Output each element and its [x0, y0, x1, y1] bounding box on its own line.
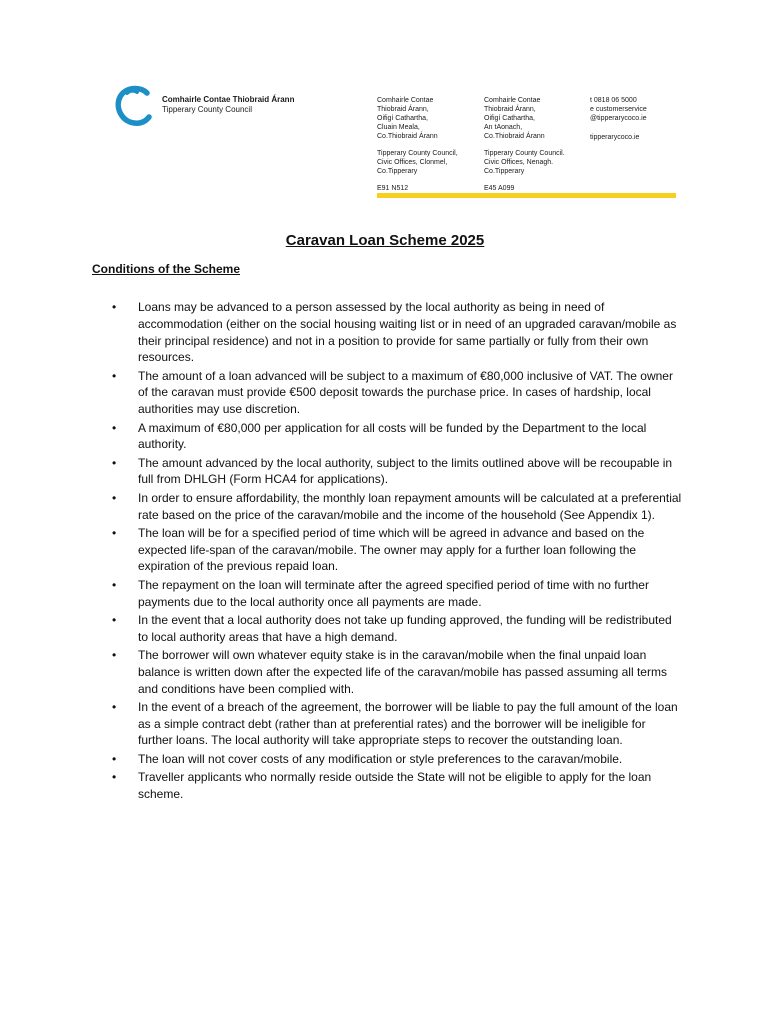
address-line: Co.Tipperary	[377, 168, 418, 175]
condition-text: In the event of a breach of the agreement, the borrower will be liable to pay the full amount of the loan as a simple contract debt (rather than at preferential rates) and the borrower will be ineligible for further loans. The local authority will take appropriate steps to recover the outstanding loan.	[138, 699, 678, 748]
address-line: Co.Tipperary	[484, 168, 525, 175]
eircode: E91 N512	[377, 185, 409, 192]
address-line: Co.Thiobraid Árann	[484, 133, 545, 140]
org-name-english: Tipperary County Council	[162, 105, 252, 114]
bullet: •	[112, 770, 117, 785]
org-name-irish: Comhairle Contae Thiobraid Árann	[162, 95, 295, 104]
contact-details	[590, 96, 647, 142]
address-nenagh	[484, 96, 565, 193]
address-line: Oifigí Cathartha,	[377, 115, 428, 122]
list-item	[112, 751, 682, 768]
condition-text: In the event that a local authority does not take up funding approved, the funding will be redistributed to local authority areas that have a high demand.	[138, 612, 672, 644]
bullet: •	[112, 699, 117, 714]
section-heading: Conditions of the Scheme	[92, 262, 241, 276]
condition-text: The repayment on the loan will terminate after the agreed specified period of time with no further payments due to the local authority once all payments are made.	[138, 577, 649, 609]
list-item	[112, 299, 682, 366]
eircode: E45 A099	[484, 185, 515, 192]
list-item	[112, 420, 682, 454]
list-item	[112, 577, 682, 611]
document-title: Caravan Loan Scheme 2025	[285, 232, 485, 249]
bullet: •	[112, 420, 117, 435]
conditions-list	[112, 299, 682, 804]
bullet: •	[112, 647, 117, 662]
address-line: Co.Thiobraid Árann	[377, 133, 438, 140]
address-line: Civic Offices, Nenagh.	[484, 159, 554, 166]
website-link[interactable]: tipperarycoco.ie	[590, 134, 640, 141]
list-item	[112, 699, 682, 749]
email-address: e customerservice	[590, 106, 647, 113]
bullet: •	[112, 612, 117, 627]
bullet: •	[112, 490, 117, 505]
condition-text: The borrower will own whatever equity stake is in the caravan/mobile when the final unpaid loan balance is written down after the expected life of the caravan/mobile has passed assuming all terms and conditions have been complied with.	[138, 647, 667, 696]
list-item	[112, 368, 682, 418]
address-line: Tipperary County Council,	[377, 150, 458, 157]
address-line: Civic Offices, Clonmel,	[377, 159, 448, 166]
address-clonmel	[377, 96, 458, 193]
condition-text: The loan will be for a specified period of time which will be agreed in advance and based on the expected life-span of the caravan/mobile. The owner may apply for a further loan following the expiration of the previous repaid loan.	[138, 525, 645, 574]
list-item	[112, 525, 682, 575]
address-line: An tAonach,	[484, 124, 523, 131]
bullet: •	[112, 751, 117, 766]
condition-text: The amount of a loan advanced will be subject to a maximum of €80,000 inclusive of VAT. The owner of the caravan must provide €500 deposit towards the purchase price. In cases of hardship, local authorities may use discretion.	[138, 368, 673, 417]
condition-text: The loan will not cover costs of any modification or style preferences to the caravan/mobile.	[138, 751, 623, 766]
list-item	[112, 490, 682, 524]
list-item	[112, 455, 682, 489]
address-line: Comhairle Contae	[484, 97, 541, 104]
header-accent-bar	[377, 193, 676, 198]
bullet: •	[112, 300, 117, 314]
condition-text: A maximum of €80,000 per application for all costs will be funded by the Department to the local authority.	[138, 420, 647, 452]
council-c-logo-icon	[113, 84, 157, 128]
organization-name	[162, 95, 294, 115]
condition-text: The amount advanced by the local authority, subject to the limits outlined above will be recoupable in full from DHLGH (Form HCA4 for applications).	[138, 455, 673, 487]
list-item	[112, 769, 682, 803]
condition-text: Loans may be advanced to a person assessed by the local authority as being in need of accommodation (either on the social housing waiting list or in need of an upgraded caravan/mobile as their principal residence) and not in a position to provide for same partially or fully from their own resources.	[138, 300, 677, 365]
address-line: Comhairle Contae	[377, 97, 434, 104]
bullet: •	[112, 368, 117, 383]
bullet: •	[112, 577, 117, 592]
address-line: Thiobraid Árann,	[377, 106, 429, 113]
address-line: Oifigí Cathartha,	[484, 115, 535, 122]
email-address: @tipperarycoco.ie	[590, 115, 647, 122]
list-item	[112, 612, 682, 646]
condition-text: Traveller applicants who normally reside outside the State will not be eligible to apply for the loan scheme.	[138, 770, 652, 801]
address-line: Cluain Meala,	[377, 124, 420, 131]
address-line: Tipperary County Council.	[484, 150, 565, 157]
bullet: •	[112, 455, 117, 470]
bullet: •	[112, 525, 117, 540]
address-line: Thiobraid Árann,	[484, 106, 536, 113]
list-item	[112, 647, 682, 697]
phone-number: t 0818 06 5000	[590, 97, 637, 104]
condition-text: In order to ensure affordability, the monthly loan repayment amounts will be calculated at a preferential rate based on the price of the caravan/mobile and the income of the household (See Appendix 1).	[138, 490, 682, 522]
